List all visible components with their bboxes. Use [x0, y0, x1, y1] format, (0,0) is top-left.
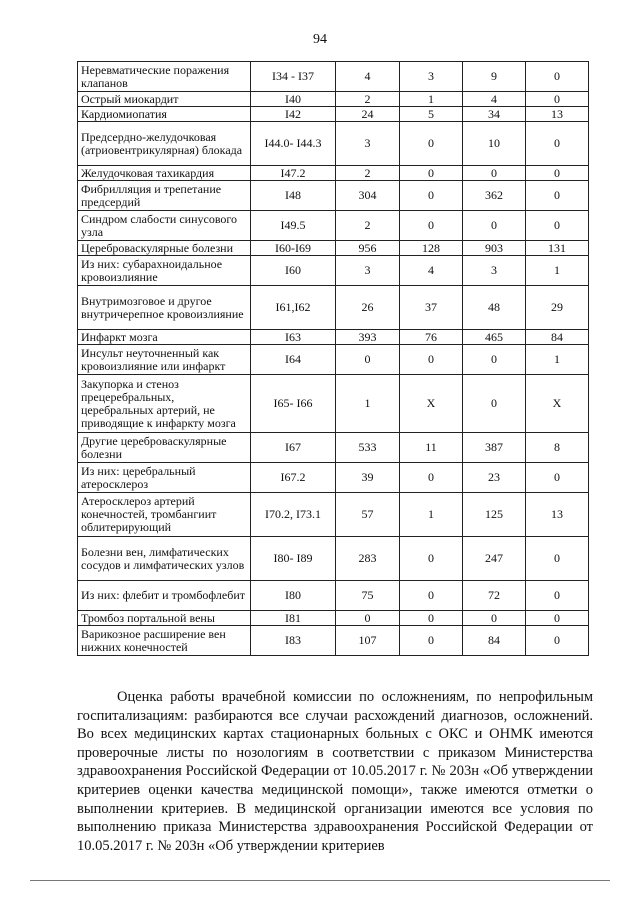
value-cell: 10: [463, 122, 526, 166]
table-body: [78, 62, 589, 656]
table-row: [78, 62, 589, 92]
value-cell: 72: [463, 581, 526, 611]
diagnosis-cell: Закупорка и стеноз прецеребральных, церебральных артерий, не приводящие к инфаркту мозга: [78, 375, 251, 433]
value-cell: 0: [526, 62, 589, 92]
value-cell: 0: [400, 166, 463, 181]
icd-code-cell: I63: [251, 330, 336, 345]
value-cell: 0: [526, 122, 589, 166]
diagnosis-cell: Острый миокардит: [78, 92, 251, 107]
diagnosis-cell: Тромбоз портальной вены: [78, 611, 251, 626]
table-row: [78, 537, 589, 581]
value-cell: 0: [400, 626, 463, 656]
value-cell: 362: [463, 181, 526, 211]
value-cell: 0: [526, 166, 589, 181]
value-cell: 0: [526, 211, 589, 241]
value-cell: 283: [336, 537, 400, 581]
diagnosis-cell: Цереброваскулярные болезни: [78, 241, 251, 256]
value-cell: 76: [400, 330, 463, 345]
value-cell: 0: [463, 611, 526, 626]
table-row: [78, 345, 589, 375]
table-row: [78, 611, 589, 626]
diagnosis-cell: Инфаркт мозга: [78, 330, 251, 345]
value-cell: 3: [400, 62, 463, 92]
footer-rule: [30, 880, 610, 881]
table-row: [78, 92, 589, 107]
diagnosis-cell: Предсердно-желудочковая (атриовентрикулярная) блокада: [78, 122, 251, 166]
value-cell: 57: [336, 493, 400, 537]
diagnosis-cell: Болезни вен, лимфатических сосудов и лимфатических узлов: [78, 537, 251, 581]
value-cell: 24: [336, 107, 400, 122]
value-cell: 0: [400, 345, 463, 375]
value-cell: 3: [336, 122, 400, 166]
value-cell: 0: [526, 537, 589, 581]
diagnosis-cell: Из них: церебральный атеросклероз: [78, 463, 251, 493]
value-cell: 37: [400, 286, 463, 330]
icd-code-cell: I44.0- I44.3: [251, 122, 336, 166]
icd-code-cell: I83: [251, 626, 336, 656]
value-cell: 4: [400, 256, 463, 286]
value-cell: 0: [400, 181, 463, 211]
value-cell: X: [526, 375, 589, 433]
value-cell: 2: [336, 211, 400, 241]
table-row: [78, 330, 589, 345]
value-cell: 1: [400, 493, 463, 537]
value-cell: 4: [463, 92, 526, 107]
value-cell: 2: [336, 92, 400, 107]
diagnosis-cell: Инсульт неуточненный как кровоизлияние или инфаркт: [78, 345, 251, 375]
diagnosis-cell: Варикозное расширение вен нижних конечностей: [78, 626, 251, 656]
value-cell: 4: [336, 62, 400, 92]
value-cell: 0: [526, 92, 589, 107]
value-cell: 29: [526, 286, 589, 330]
table-row: [78, 286, 589, 330]
diagnosis-cell: Из них: субарахноидальное кровоизлияние: [78, 256, 251, 286]
value-cell: 393: [336, 330, 400, 345]
icd-code-cell: I47.2: [251, 166, 336, 181]
value-cell: 0: [400, 463, 463, 493]
value-cell: 0: [400, 611, 463, 626]
table-row: [78, 493, 589, 537]
table-row: [78, 211, 589, 241]
value-cell: 34: [463, 107, 526, 122]
icd-code-cell: I48: [251, 181, 336, 211]
diagnosis-cell: Из них: флебит и тромбофлебит: [78, 581, 251, 611]
value-cell: 1: [526, 256, 589, 286]
value-cell: 0: [463, 375, 526, 433]
diagnosis-cell: Атеросклероз артерий конечностей, тромбангиит облитерирующий: [78, 493, 251, 537]
value-cell: 465: [463, 330, 526, 345]
value-cell: 304: [336, 181, 400, 211]
value-cell: 9: [463, 62, 526, 92]
value-cell: 48: [463, 286, 526, 330]
value-cell: 903: [463, 241, 526, 256]
value-cell: 128: [400, 241, 463, 256]
value-cell: 1: [400, 92, 463, 107]
icd-code-cell: I60: [251, 256, 336, 286]
value-cell: 0: [400, 581, 463, 611]
value-cell: 23: [463, 463, 526, 493]
page-number: 94: [313, 32, 327, 47]
value-cell: 84: [526, 330, 589, 345]
value-cell: 0: [336, 345, 400, 375]
icd-code-cell: I81: [251, 611, 336, 626]
value-cell: 0: [526, 463, 589, 493]
diagnosis-cell: Фибрилляция и трепетание предсердий: [78, 181, 251, 211]
body-paragraph: Оценка работы врачебной комиссии по осложнениям, по непрофильным госпитализациям: разбираются все случаи расхождений диагнозов, осложнений. Во всех медицинских картах стационарных больных с ОКС и ОНМК имеются проверочные листы по нозологиям в соответствии с приказом Министерства здравоохранения Российской Федерации от 10.05.2017 г. № 203н «Об утверждении критериев оценки качества медицинской помощи», также имеются отметки о выполнении критериев. В медицинской организации имеются все условия по выполнению приказа Министерства здравоохранения Российской Федерации от 10.05.2017 г. № 203н «Об утверждении критериев: [77, 689, 593, 854]
value-cell: 1: [526, 345, 589, 375]
value-cell: 3: [463, 256, 526, 286]
value-cell: 387: [463, 433, 526, 463]
value-cell: 3: [336, 256, 400, 286]
icd-code-cell: I70.2, I73.1: [251, 493, 336, 537]
value-cell: 956: [336, 241, 400, 256]
value-cell: 125: [463, 493, 526, 537]
value-cell: 84: [463, 626, 526, 656]
table-row: [78, 181, 589, 211]
table-row: [78, 375, 589, 433]
value-cell: 26: [336, 286, 400, 330]
icd-code-cell: I61,I62: [251, 286, 336, 330]
value-cell: 533: [336, 433, 400, 463]
icd-code-cell: I42: [251, 107, 336, 122]
value-cell: 1: [336, 375, 400, 433]
diagnosis-cell: Другие цереброваскулярные болезни: [78, 433, 251, 463]
table-row: [78, 122, 589, 166]
value-cell: X: [400, 375, 463, 433]
table-row: [78, 256, 589, 286]
table-row: [78, 241, 589, 256]
value-cell: 13: [526, 107, 589, 122]
value-cell: 0: [526, 626, 589, 656]
diagnosis-cell: Внутримозговое и другое внутричерепное кровоизлияние: [78, 286, 251, 330]
diagnosis-cell: Кардиомиопатия: [78, 107, 251, 122]
value-cell: 75: [336, 581, 400, 611]
value-cell: 2: [336, 166, 400, 181]
icd-code-cell: I34 - I37: [251, 62, 336, 92]
table-row: [78, 581, 589, 611]
value-cell: 5: [400, 107, 463, 122]
value-cell: 0: [400, 211, 463, 241]
icd-code-cell: I80- I89: [251, 537, 336, 581]
table-row: [78, 166, 589, 181]
icd-code-cell: I65- I66: [251, 375, 336, 433]
icd-code-cell: I64: [251, 345, 336, 375]
diagnosis-cell: Желудочковая тахикардия: [78, 166, 251, 181]
value-cell: 0: [400, 537, 463, 581]
table-row: [78, 107, 589, 122]
value-cell: 39: [336, 463, 400, 493]
diagnosis-cell: Синдром слабости синусового узла: [78, 211, 251, 241]
value-cell: 0: [336, 611, 400, 626]
statistics-table: [77, 61, 589, 656]
value-cell: 0: [463, 166, 526, 181]
value-cell: 0: [526, 611, 589, 626]
icd-code-cell: I67.2: [251, 463, 336, 493]
table-row: [78, 433, 589, 463]
value-cell: 0: [526, 181, 589, 211]
icd-code-cell: I80: [251, 581, 336, 611]
icd-code-cell: I40: [251, 92, 336, 107]
value-cell: 0: [400, 122, 463, 166]
table-row: [78, 626, 589, 656]
table-row: [78, 463, 589, 493]
diagnosis-cell: Неревматические поражения клапанов: [78, 62, 251, 92]
value-cell: 107: [336, 626, 400, 656]
value-cell: 0: [463, 211, 526, 241]
value-cell: 0: [526, 581, 589, 611]
value-cell: 0: [463, 345, 526, 375]
icd-code-cell: I60-I69: [251, 241, 336, 256]
value-cell: 13: [526, 493, 589, 537]
value-cell: 247: [463, 537, 526, 581]
value-cell: 11: [400, 433, 463, 463]
icd-code-cell: I49.5: [251, 211, 336, 241]
value-cell: 131: [526, 241, 589, 256]
icd-code-cell: I67: [251, 433, 336, 463]
value-cell: 8: [526, 433, 589, 463]
